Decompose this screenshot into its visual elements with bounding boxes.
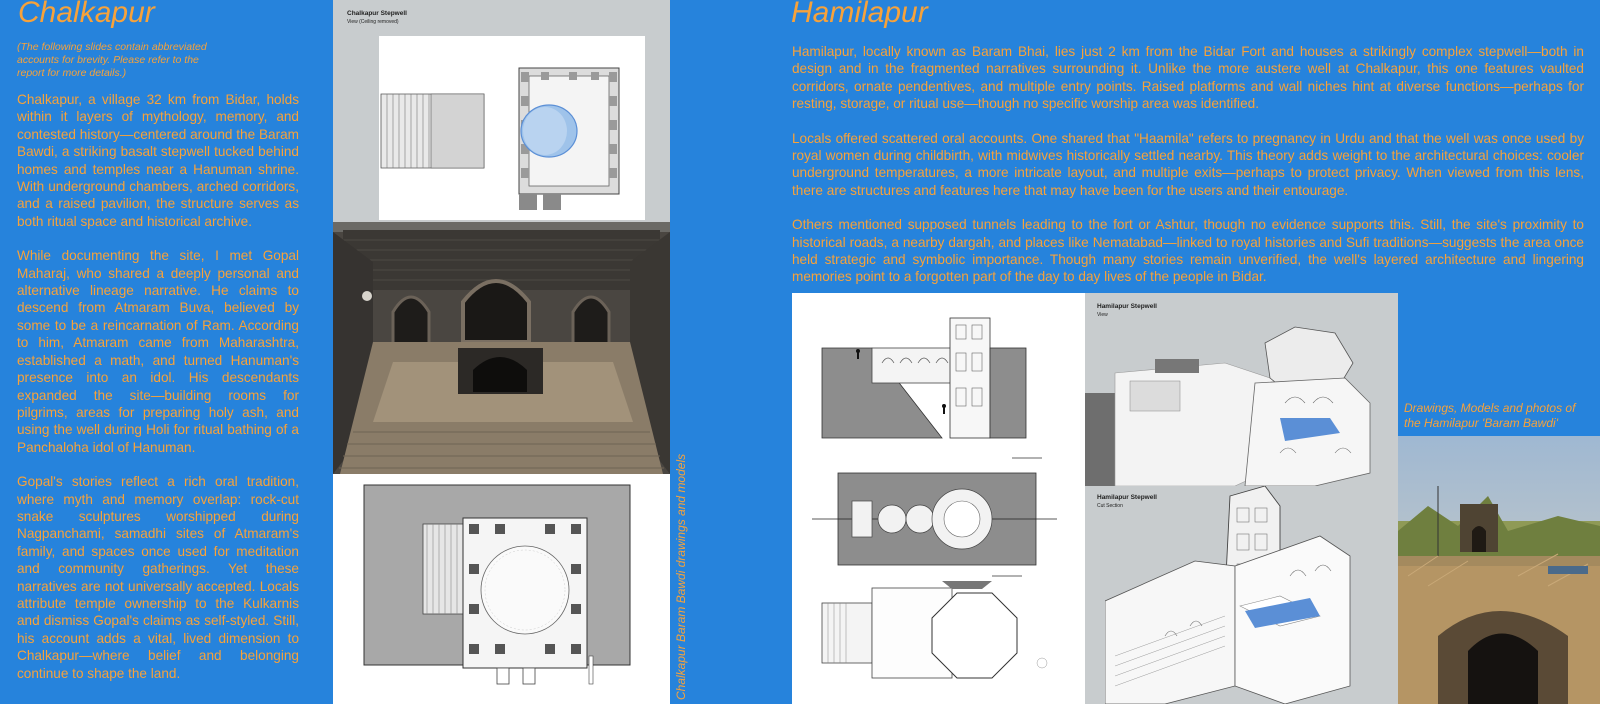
chalkapur-model-caption-title: Chalkapur Stepwell: [347, 10, 407, 17]
chalkapur-body: [17, 91, 299, 699]
hamilapur-view-panel: [1085, 293, 1398, 486]
chalkapur-plan-drawing: [363, 484, 643, 696]
chalkapur-model-drawing: [379, 36, 645, 220]
abbreviation-note: (The following slides contain abbreviated accounts for brevity. Please refer to the report for more details.): [17, 41, 207, 79]
hamilapur-section-drawing: [1105, 486, 1385, 704]
chalkapur-model-panel: [333, 0, 670, 222]
hamilapur-view-caption-sub: View: [1097, 312, 1108, 318]
chalkapur-vertical-label: Chalkapur Baram Bawdi drawings and models: [674, 453, 688, 700]
chalkapur-paragraph-1: Chalkapur, a village 32 km from Bidar, holds within it layers of mythology, memory, and contested history—centered around the Baram Bawdi, a striking basalt stepwell tucked behind homes and temples near a Hanuman shrine. With underground chambers, arched corridors, and a raised pavilion, the structure serves as both ritual space and historical archive.: [17, 92, 299, 229]
hamilapur-paragraph-1: Hamilapur, locally known as Baram Bhai, lies just 2 km from the Bidar Fort and houses a strikingly complex stepwell—both in design and in the fragmented narratives surrounding it. Unlike the more austere well at Chalkapur, this one features vaulted corridors, ornate pendentives, and multiple entry points. Raised platforms and wall niches hint at diverse functions—perhaps for resting, storage, or ritual use—though no specific worship area was identified.: [792, 44, 1584, 112]
hamilapur-paragraph-3: Others mentioned supposed tunnels leading to the fort or Ashtur, though no evidence supports this. Still, the site's proximity to historical roads, a nearby dargah, and places like Nematabad—linked to royal histories and Sufi traditions—suggests the area once held strategic and symbolic importance. Though many stories remain unverified, the well's layered architecture and lingering memories point to a forgotten part of the day to day lives of the people in Bidar.: [792, 217, 1584, 285]
chalkapur-title: Chalkapur: [18, 0, 155, 29]
chalkapur-paragraph-3: Gopal's stories reflect a rich oral tradition, where myth and memory overlap: rock-cut snake sculptures worshipped during Nagpanchami, samadhi sites of Atmaram's family, and spaces once used for meditation and community gatherings. Yet these narratives are not universally accepted. Locals attribute temple ownership to the Kulkarnis and dismiss Gopal's claims as self-styled. Still, his account adds a vital, lived dimension to Chalkapur—where belief and belonging continue to shape the land.: [17, 474, 299, 681]
hamilapur-title: Hamilapur: [791, 0, 928, 29]
hamilapur-view-caption-title: Hamilapur Stepwell: [1097, 303, 1157, 310]
hamilapur-section-panel: [1085, 486, 1398, 704]
hamilapur-paragraph-2: Locals offered scattered oral accounts. One shared that "Haamila" refers to pregnancy in Urdu and that the well was once used by royal women during childbirth, with midwives historically settled nearby. This theory adds weight to the architectural choices: cooler underground temperatures, a more intricate layout, and multiple exits—perhaps to protect privacy. When viewed from this lens, there are structures and features here that may have been for the users and their entourage.: [792, 130, 1584, 198]
chalkapur-paragraph-2: While documenting the site, I met Gopal Maharaj, who shared a deeply personal and alternative lineage narrative. He claims to descend from Atmaram Buva, believed by some to be a reincarnation of Ram. According to him, Atmaram came from Maharashtra, established a math, and turned Hanuman's presence into an idol. His descendants expanded the site—building rooms for pilgrims, areas for preparing holy ash, and using the well during Holi for ritual bathing of a Panchaloha idol of Hanuman.: [17, 248, 299, 455]
hamilapur-section-caption-sub: Cut Section: [1097, 503, 1123, 509]
chalkapur-stepwell-photo: [333, 222, 670, 474]
hamilapur-section-caption-title: Hamilapur Stepwell: [1097, 494, 1157, 501]
chalkapur-model-caption-sub: View (Ceiling removed): [347, 19, 399, 25]
chalkapur-plan-panel: [333, 474, 670, 704]
hamilapur-body: [792, 43, 1584, 303]
hamilapur-plans-drawing: [792, 293, 1085, 704]
hamilapur-stepwell-photo: [1398, 436, 1600, 704]
hamilapur-photo-caption: Drawings, Models and photos of the Hamilapur 'Baram Bawdi': [1404, 401, 1576, 430]
hamilapur-view-drawing: [1085, 323, 1398, 486]
hamilapur-plans-panel: [792, 293, 1085, 704]
